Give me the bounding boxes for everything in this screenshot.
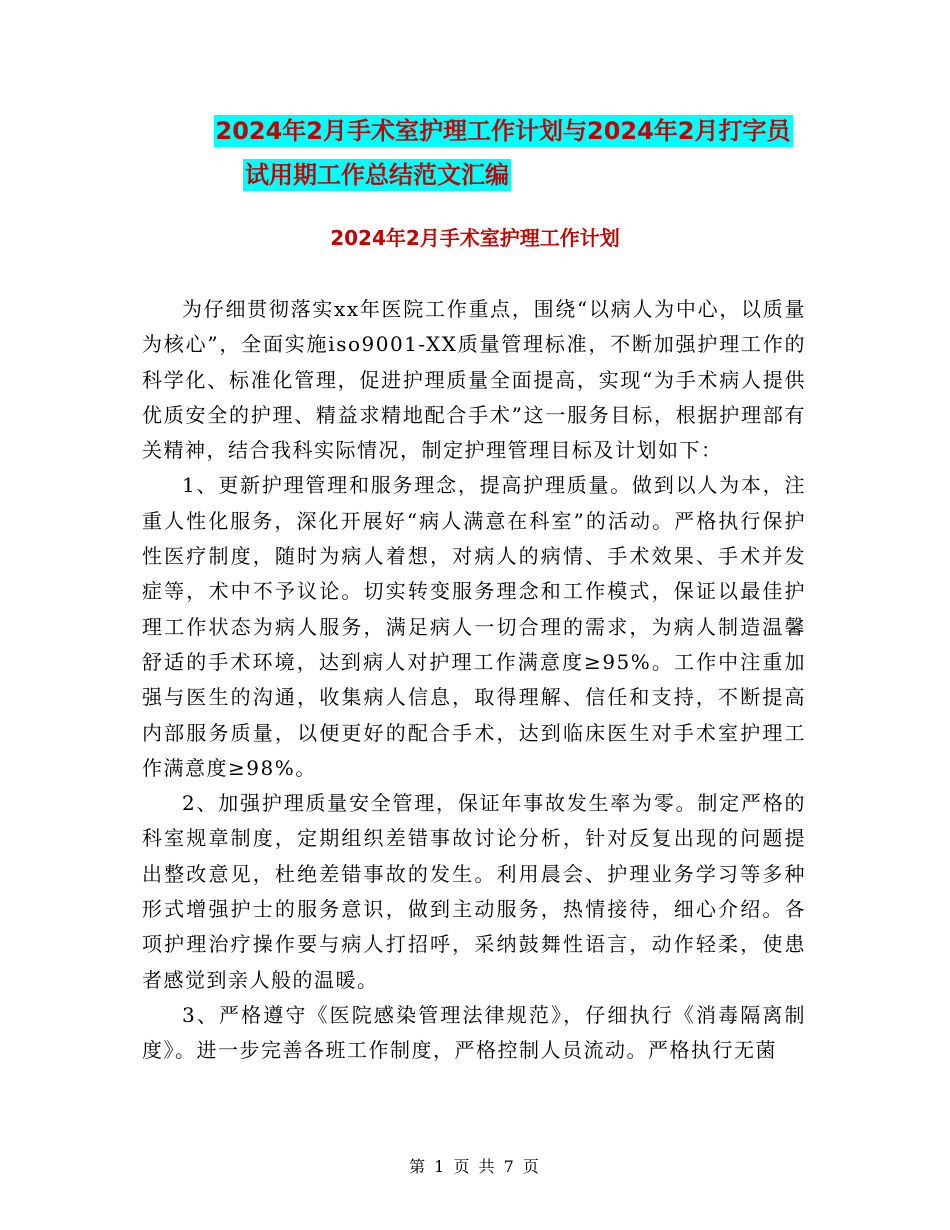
section-heading: 2024年2月手术室护理工作计划 [330,226,620,250]
paragraph-item-2: 2、加强护理质量安全管理，保证年事故发生率为零。制定严格的科室规章制度，定期组织差错事故讨论分析，针对反复出现的问题提出整改意见，杜绝差错事故的发生。利用晨会、护理业务学习等多种形式增强护士的服务意识，做到主动服务，热情接待，细心介绍。各项护理治疗操作要与病人打招呼，采纳鼓舞性语言，动作轻柔，使患者感觉到亲人般的温暖。 [142,791,806,992]
document-body [142,292,806,1069]
document-title-line-2 [0,155,852,195]
document-title-text-2: 试用期工作总结范文汇编 [245,161,509,189]
document-title-line-1 [28,111,950,151]
page-number-footer: 第 1 页 共 7 页 [409,1157,541,1176]
paragraph-item-3: 3、严格遵守《医院感染管理法律规范》，仔细执行《消毒隔离制度》。进一步完善各班工作制度，严格控制人员流动。严格执行无菌 [142,1002,806,1063]
document-title-text-1: 2024年2月手术室护理工作计划与2024年2月打字员 [215,117,791,145]
paragraph-item-1: 1、更新护理管理和服务理念，提高护理质量。做到以人为本，注重人性化服务，深化开展好“病人满意在科室”的活动。严格执行保护性医疗制度，随时为病人着想，对病人的病情、手术效果、手术并发症等，术中不予议论。切实转变服务理念和工作模式，保证以最佳护理工作状态为病人服务，满足病人一切合理的需求，为病人制造温馨舒适的手术环境，达到病人对护理工作满意度≥95%。工作中注重加强与医生的沟通，收集病人信息，取得理解、信任和支持，不断提高内部服务质量，以便更好的配合手术，达到临床医生对手术室护理工作满意度≥98%。 [142,473,806,780]
paragraph-intro: 为仔细贯彻落实xx年医院工作重点，围绕“以病人为中心，以质量为核心”，全面实施iso9001-XX质量管理标准，不断加强护理工作的科学化、标准化管理，促进护理质量全面提高，实现“为手术病人提供优质安全的护理、精益求精地配合手术”这一服务目标，根据护理部有关精神，结合我科实际情况，制定护理管理目标及计划如下： [142,297,806,463]
